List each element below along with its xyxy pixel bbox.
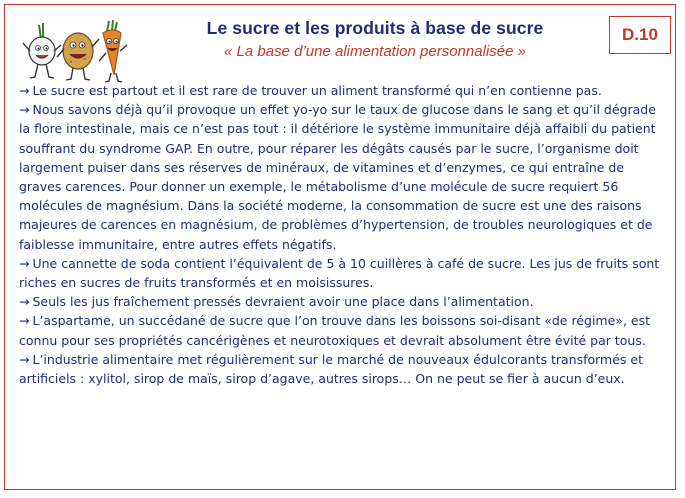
- arrow-icon: →: [19, 351, 30, 367]
- paragraph-text: L’industrie alimentaire met régulièrement sur le marché de nouveaux édulcorants transformés et artificiels : xylitol, sirop de maïs, sirop d’agave, autres sirops… On ne peut se fier à aucun d’eux.: [19, 351, 644, 387]
- paragraph: [19, 81, 665, 100]
- paragraph-text: Seuls les jus fraîchement pressés devraient avoir une place dans l’alimentation.: [32, 294, 534, 310]
- paragraph: [19, 254, 665, 292]
- paragraph-text: Une cannette de soda contient l’équivalent de 5 à 10 cuillères à café de sucre. Les jus de fruits sont riches en sucres de fruits transformés et en moisissures.: [19, 255, 660, 291]
- arrow-icon: →: [19, 294, 30, 310]
- onion-character: [23, 23, 61, 78]
- paragraph-text: Nous savons déjà qu’il provoque un effet yo-yo sur le taux de glucose dans le sang et qu’il dégrade la flore intestinale, mais ce n’est pas tout : il détériore le système immunitaire déjà affaibli du patient souffrant du syndrome GAP. En outre, pour réparer les dégâts causés par le sucre, l’organisme doit largement puiser dans ses réserves de minéraux, de vitamines et d’enzymes, ce qui entraîne de graves carences. Pour donner un exemple, le métabolisme d’une molécule de sucre requiert 56 molécules de magnésium. Dans la société moderne, la consommation de sucre est une des raisons majeures de carences en magnésium, de problèmes d’hypertension, de troubles neurologiques et de faiblesse immunitaire, entre autres effets négatifs.: [19, 102, 656, 252]
- paragraph: [19, 350, 665, 388]
- carrot-character: [99, 20, 127, 82]
- body-text: [19, 81, 665, 388]
- paragraph-text: L’aspartame, un succédané de sucre que l’on trouve dans les boissons soi-disant «de régime», est connu pour ses propriétés cancérigènes et neurotoxiques et devrait absolument être évité par tous.: [19, 313, 650, 348]
- potato-character: [57, 33, 99, 80]
- paragraph: [19, 311, 665, 349]
- paragraph-text: Le sucre est partout et il est rare de trouver un aliment transformé qui n’en contienne pas.: [32, 83, 602, 98]
- paragraph: [19, 292, 665, 311]
- arrow-icon: →: [19, 255, 30, 271]
- arrow-icon: →: [19, 313, 30, 329]
- document-frame: [4, 4, 676, 490]
- page-title: Le sucre et les produits à base de sucre: [206, 18, 544, 38]
- paragraph: [19, 100, 665, 254]
- arrow-icon: →: [19, 102, 30, 118]
- arrow-icon: →: [19, 83, 30, 98]
- vegetable-characters-icon: [21, 17, 131, 85]
- document-code-badge: D.10: [609, 16, 671, 54]
- page-subtitle: « La base d’une alimentation personnalisée »: [224, 43, 526, 60]
